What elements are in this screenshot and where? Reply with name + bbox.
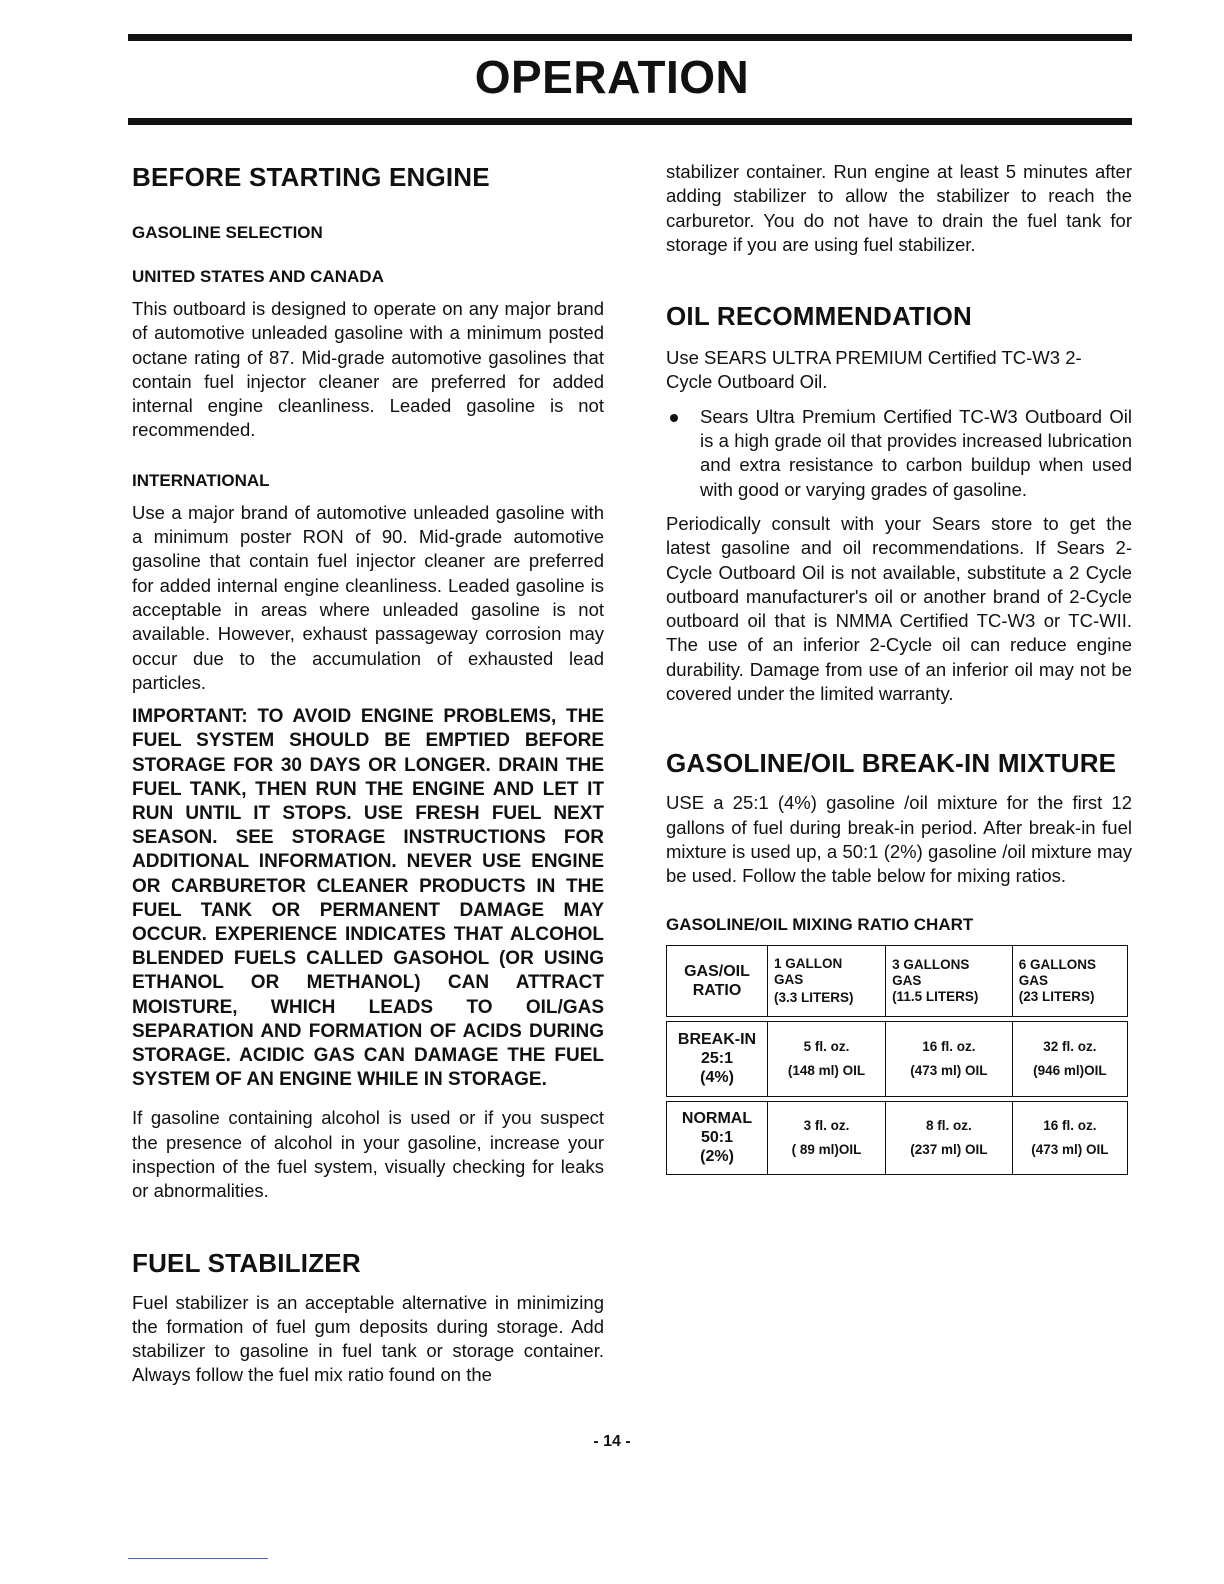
gasoline-selection-heading: GASOLINE SELECTION	[132, 223, 323, 242]
before-starting-heading: BEFORE STARTING ENGINE	[132, 162, 490, 192]
us-canada-text: This outboard is designed to operate on any major brand of automotive unleaded gasoline with a minimum posted octane rating of 87. Mid-grade automotive gasolines that contain fuel injector cleaner are preferred for added internal engine cleanliness. Leaded gasoline is not recommended.	[132, 298, 604, 441]
row-label-breakin: BREAK-IN 25:1 (4%)	[667, 1021, 768, 1096]
alcohol-text: If gasoline containing alcohol is used or if you suspect the presence of alcohol in your gasoline, increase your inspection of the fuel system, visually checking for leaks or abnormalities.	[132, 1107, 604, 1202]
top-rule	[128, 34, 1132, 41]
breakin-text: USE a 25:1 (4%) gasoline /oil mixture for the first 12 gallons of fuel during break-in period. After break-in fuel mixture is used up, a 50:1 (2%) gasoline /oil mixture may be used. Follow the table below for mixing ratios.	[666, 792, 1132, 887]
important-notice: IMPORTANT: TO AVOID ENGINE PROBLEMS, THE FUEL SYSTEM SHOULD BE EMPTIED BEFORE STORAGE FOR 30 DAYS OR LONGER. DRAIN THE FUEL TANK, THEN RUN THE ENGINE AND LET IT RUN UNTIL IT STOPS. USE FRESH FUEL NEXT SEASON. SEE STORAGE INSTRUCTIONS FOR ADDITIONAL INFORMATION. NEVER USE ENGINE OR CARBURETOR CLEANER PRODUCTS IN THE FUEL TANK OR PERMANENT DAMAGE MAY OCCUR. EXPERIENCE INDICATES THAT ALCOHOL BLENDED FUELS CALLED GASOHOL (OR USING ETHANOL OR METHANOL) CAN ATTRACT MOISTURE, WHICH LEADS TO OIL/GAS SEPARATION AND FORMATION OF ACIDS DURING STORAGE. ACIDIC GAS CAN DAMAGE THE FUEL SYSTEM OF AN ENGINE WHILE IN STORAGE.	[132, 706, 604, 1091]
cell-breakin-1-gallon: 5 fl. oz. (148 ml) OIL	[768, 1021, 886, 1096]
cell-normal-3-gallons: 8 fl. oz. (237 ml) OIL	[886, 1101, 1013, 1174]
left-column	[132, 160, 604, 1388]
breakin-heading: GASOLINE/OIL BREAK-IN MIXTURE	[666, 748, 1117, 779]
periodic-consult-text: Periodically consult with your Sears store to get the latest gasoline and oil recommendations. If Sears 2-Cycle Outboard Oil is not available, substitute a 2 Cycle outboard manufacturer's oil or another brand of 2-Cycle outboard oil that is NMMA Certified TC-W3 or TC-WII. The use of an inferior 2-Cycle oil can reduce engine durability. Damage from use of an inferior oil may not be covered under the limited warranty.	[666, 512, 1132, 705]
oil-bullet-list	[666, 405, 1132, 502]
fuel-stabilizer-text: Fuel stabilizer is an acceptable alternative in minimizing the formation of fuel gum deposits during storage. Add stabilizer to gasoline in fuel tank or storage container. Always follow the fuel mix ratio found on the	[132, 1291, 604, 1386]
corner-cell: GAS/OIL RATIO	[667, 945, 768, 1016]
right-column	[666, 160, 1132, 1175]
cell-breakin-6-gallons: 32 fl. oz. (946 ml)OIL	[1012, 1021, 1127, 1096]
column-header-6-gallons: 6 GALLONS GAS (23 LITERS)	[1012, 945, 1127, 1016]
us-canada-heading: UNITED STATES AND CANADA	[132, 267, 384, 286]
bullet-icon	[670, 414, 678, 422]
page-number: - 14 -	[593, 1433, 631, 1450]
row-label-normal: NORMAL 50:1 (2%)	[667, 1101, 768, 1174]
title-underline-rule	[128, 118, 1132, 125]
cell-normal-6-gallons: 16 fl. oz. (473 ml) OIL	[1012, 1101, 1127, 1174]
table-header-row	[667, 945, 1128, 1016]
stabilizer-continued-text: stabilizer container. Run engine at least 5 minutes after adding stabilizer to allow the stabilizer to reach the carburetor. You do not have to drain the fuel tank for storage if you are using fuel stabilizer.	[666, 161, 1132, 255]
cell-normal-1-gallon: 3 fl. oz. ( 89 ml)OIL	[768, 1101, 886, 1174]
international-heading: INTERNATIONAL	[132, 470, 270, 490]
page-title: OPERATION	[474, 51, 750, 103]
oil-bullet-item: Sears Ultra Premium Certified TC-W3 Outboard Oil is a high grade oil that provides increased lubrication and extra resistance to carbon buildup when used with good or varying grades of gasoline.	[666, 405, 1132, 502]
mixing-ratio-table	[666, 945, 1128, 1175]
cell-breakin-3-gallons: 16 fl. oz. (473 ml) OIL	[886, 1021, 1013, 1096]
table-row-breakin	[667, 1021, 1128, 1096]
table-row-normal	[667, 1101, 1128, 1174]
column-header-3-gallons: 3 GALLONS GAS (11.5 LITERS)	[886, 945, 1013, 1016]
column-header-1-gallon: 1 GALLON GAS (3.3 LITERS)	[768, 945, 886, 1016]
international-text: Use a major brand of automotive unleaded gasoline with a minimum poster RON of 90. Mid-grade automotive gasoline that contain fuel injector cleaner are preferred for added internal engine cleanliness. Leaded gasoline is acceptable in areas where unleaded gasoline is not available. However, exhaust passageway corrosion may occur due to the accumulation of exhausted lead particles.	[132, 501, 604, 693]
mixing-chart-title: GASOLINE/OIL MIXING RATIO CHART	[666, 914, 974, 934]
oil-intro-text: Use SEARS ULTRA PREMIUM Certified TC-W3 2- Cycle Outboard Oil.	[666, 347, 1082, 393]
fuel-stabilizer-heading: FUEL STABILIZER	[132, 1247, 361, 1278]
oil-recommendation-heading: OIL RECOMMENDATION	[666, 301, 972, 332]
footer-link-underline	[128, 1558, 268, 1559]
